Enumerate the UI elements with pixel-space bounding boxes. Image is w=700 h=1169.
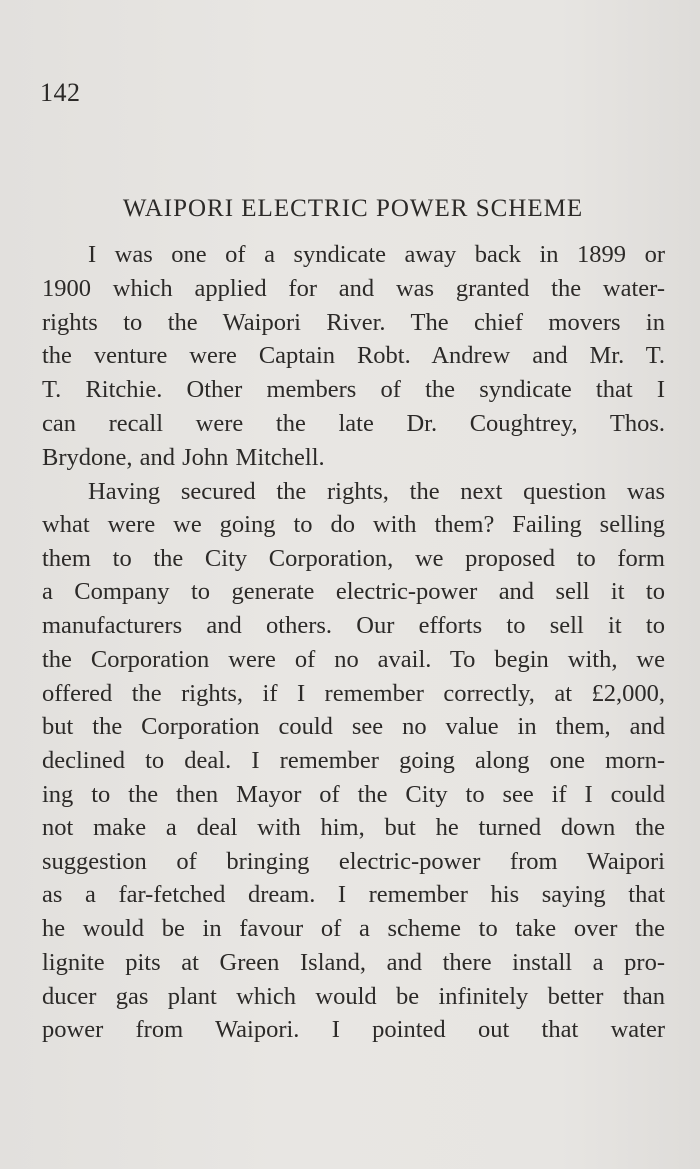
text-line: rights to the Waipori River. The chief movers in xyxy=(42,309,665,336)
text-line: a Company to generate electric-power and sell it to xyxy=(42,578,665,605)
text-line: ing to the then Mayor of the City to see if I could xyxy=(42,781,665,808)
text-line: power from Waipori. I pointed out that water xyxy=(42,1016,665,1043)
text-line: ducer gas plant which would be infinitely better than xyxy=(42,983,665,1010)
text-line: T. Ritchie. Other members of the syndicate that I xyxy=(42,376,665,403)
text-line: them to the City Corporation, we proposed to form xyxy=(42,545,665,572)
text-line: Having secured the rights, the next question was xyxy=(88,478,665,505)
text-line: not make a deal with him, but he turned down the xyxy=(42,814,665,841)
text-line: can recall were the late Dr. Coughtrey, Thos. xyxy=(42,410,665,437)
text-line: the Corporation were of no avail. To begin with, we xyxy=(42,646,665,673)
text-line: as a far-fetched dream. I remember his saying that xyxy=(42,881,665,908)
text-line: 1900 which applied for and was granted the water- xyxy=(42,275,665,302)
text-line: he would be in favour of a scheme to take over the xyxy=(42,915,665,942)
text-line: but the Corporation could see no value in them, and xyxy=(42,713,665,740)
text-line: Brydone, and John Mitchell. xyxy=(42,444,325,471)
text-line: lignite pits at Green Island, and there install a pro- xyxy=(42,949,665,976)
text-line: declined to deal. I remember going along one morn- xyxy=(42,747,665,774)
text-line: suggestion of bringing electric-power from Waipori xyxy=(42,848,665,875)
text-line: the venture were Captain Robt. Andrew and Mr. T. xyxy=(42,342,665,369)
text-line: offered the rights, if I remember correctly, at £2,000, xyxy=(42,680,665,707)
text-line: what were we going to do with them? Failing selling xyxy=(42,511,665,538)
text-line: I was one of a syndicate away back in 1899 or xyxy=(88,241,665,268)
chapter-heading: WAIPORI ELECTRIC POWER SCHEME xyxy=(122,195,584,222)
text-line: manufacturers and others. Our efforts to sell it to xyxy=(42,612,665,639)
page-number: 142 xyxy=(40,78,81,107)
